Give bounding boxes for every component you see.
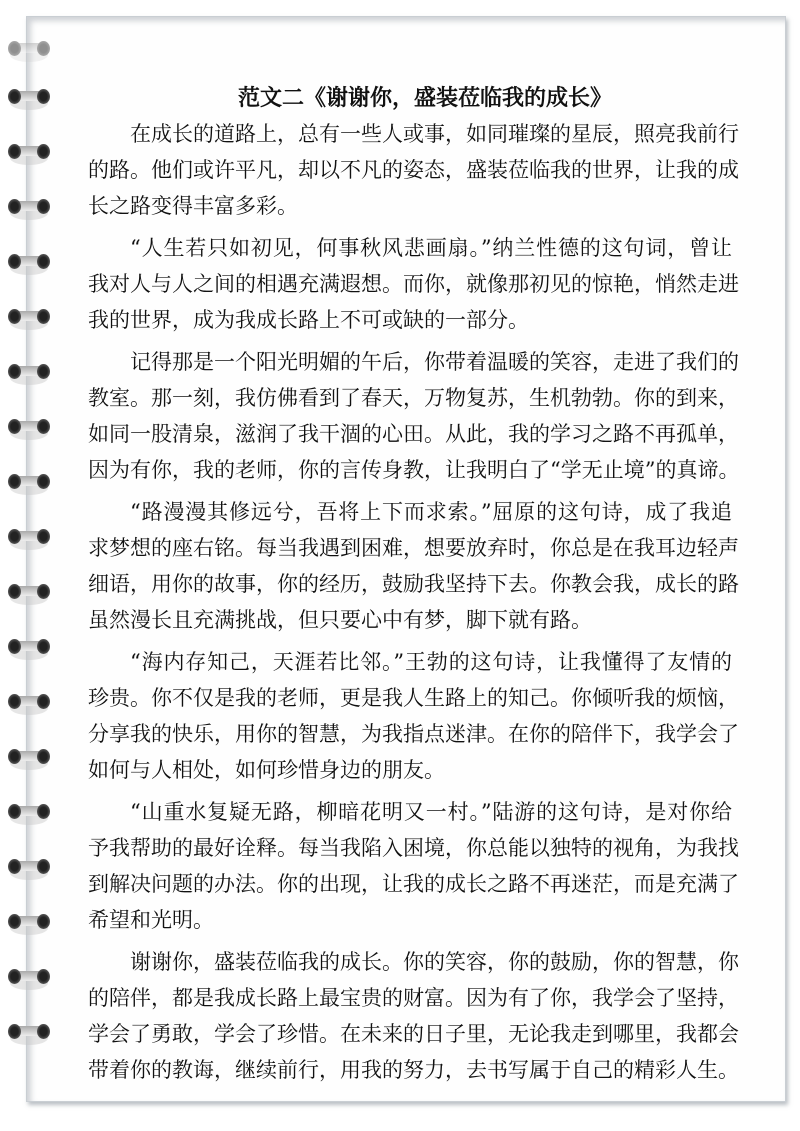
paragraph-line: 在成长的道路上，总有一些人或事，如同璀璨的星辰，照亮我前行 [130, 122, 739, 146]
paragraph-line: 予我帮助的最好诠释。每当我陷入困境，你总能以独特的视角，为我找 [88, 836, 739, 860]
paragraph-line: “海内存知己，天涯若比邻。”王勃的这句诗，让我懂得了友情的 [130, 650, 732, 674]
paragraph-line: “路漫漫其修远兮，吾将上下而求索。”屈原的这句诗，成了我追 [130, 500, 732, 524]
paragraph [88, 794, 739, 938]
essay-title: 范文二《谢谢你，盛装莅临我的成长》 [237, 85, 612, 111]
binding-ring-icon [6, 38, 52, 60]
binding-ring-icon [6, 251, 52, 273]
paragraph-line: 因为有你，我的老师，你的言传身教，让我明白了“学无止境”的真谛。 [88, 458, 740, 482]
paragraph-line: 带着你的教诲，继续前行，用我的努力，去书写属于自己的精彩人生。 [88, 1058, 739, 1082]
paragraph [88, 116, 739, 224]
paragraph-line: 谢谢你，盛装莅临我的成长。你的笑容，你的鼓励，你的智慧，你 [130, 950, 739, 974]
paragraph-line: 如同一股清泉，滋润了我干涸的心田。从此，我的学习之路不再孤单， [88, 422, 739, 446]
paragraph-line: 到解决问题的办法。你的出现，让我的成长之路不再迷茫，而是充满了 [88, 872, 739, 896]
paragraph-line: 教室。那一刻，我仿佛看到了春天，万物复苏，生机勃勃。你的到来， [88, 386, 739, 410]
paragraph-line: 希望和光明。 [88, 908, 214, 932]
paragraph [88, 494, 739, 638]
binding-ring-icon [6, 306, 52, 328]
paragraph-line: 的路。他们或许平凡，却以不凡的姿态，盛装莅临我的世界，让我的成 [88, 158, 739, 182]
binding-ring-icon [6, 911, 52, 933]
spiral-binding [0, 0, 60, 1131]
paragraph-line: 珍贵。你不仅是我的老师，更是我人生路上的知己。你倾听我的烦恼， [88, 686, 739, 710]
paragraph-line: 我对人与人之间的相遇充满遐想。而你，就像那初见的惊艳，悄然走进 [88, 272, 739, 296]
binding-ring-icon [6, 416, 52, 438]
binding-ring-icon [6, 361, 52, 383]
paragraph [88, 644, 739, 788]
paragraph-line: “人生若只如初见，何事秋风悲画扇。”纳兰性德的这句词，曾让 [130, 236, 732, 260]
paragraph-line: 记得那是一个阳光明媚的午后，你带着温暖的笑容，走进了我们的 [130, 350, 739, 374]
binding-ring-icon [6, 526, 52, 548]
binding-ring-icon [6, 966, 52, 988]
paragraph-line: 分享我的快乐，用你的智慧，为我指点迷津。在你的陪伴下，我学会了 [88, 722, 739, 746]
paragraph [88, 344, 740, 488]
binding-ring-icon [6, 141, 52, 163]
binding-ring-icon [6, 1021, 52, 1043]
paragraph-line: 细语，用你的故事，你的经历，鼓励我坚持下去。你教会我，成长的路 [88, 572, 739, 596]
paragraph-line: 如何与人相处，如何珍惜身边的朋友。 [88, 758, 445, 782]
binding-ring-icon [6, 691, 52, 713]
binding-ring-icon [6, 746, 52, 768]
binding-ring-icon [6, 856, 52, 878]
essay-body [88, 116, 740, 1088]
binding-ring-icon [6, 86, 52, 108]
paragraph-line: 学会了勇敢，学会了珍惜。在未来的日子里，无论我走到哪里，我都会 [88, 1022, 739, 1046]
binding-ring-icon [6, 471, 52, 493]
paragraph-line: 的陪伴，都是我成长路上最宝贵的财富。因为有了你，我学会了坚持， [88, 986, 739, 1010]
paragraph [88, 230, 739, 338]
paragraph-line: 虽然漫长且充满挑战，但只要心中有梦，脚下就有路。 [88, 608, 592, 632]
paragraph-line: 求梦想的座右铭。每当我遇到困难，想要放弃时，你总是在我耳边轻声 [88, 536, 739, 560]
paragraph-line: 我的世界，成为我成长路上不可或缺的一部分。 [88, 308, 529, 332]
binding-ring-icon [6, 196, 52, 218]
binding-ring-icon [6, 636, 52, 658]
binding-ring-icon [6, 801, 52, 823]
paragraph [88, 944, 739, 1088]
essay [88, 80, 740, 1088]
binding-ring-icon [6, 581, 52, 603]
paragraph-line: “山重水复疑无路，柳暗花明又一村。”陆游的这句诗，是对你给 [130, 800, 732, 824]
paragraph-line: 长之路变得丰富多彩。 [88, 194, 298, 218]
